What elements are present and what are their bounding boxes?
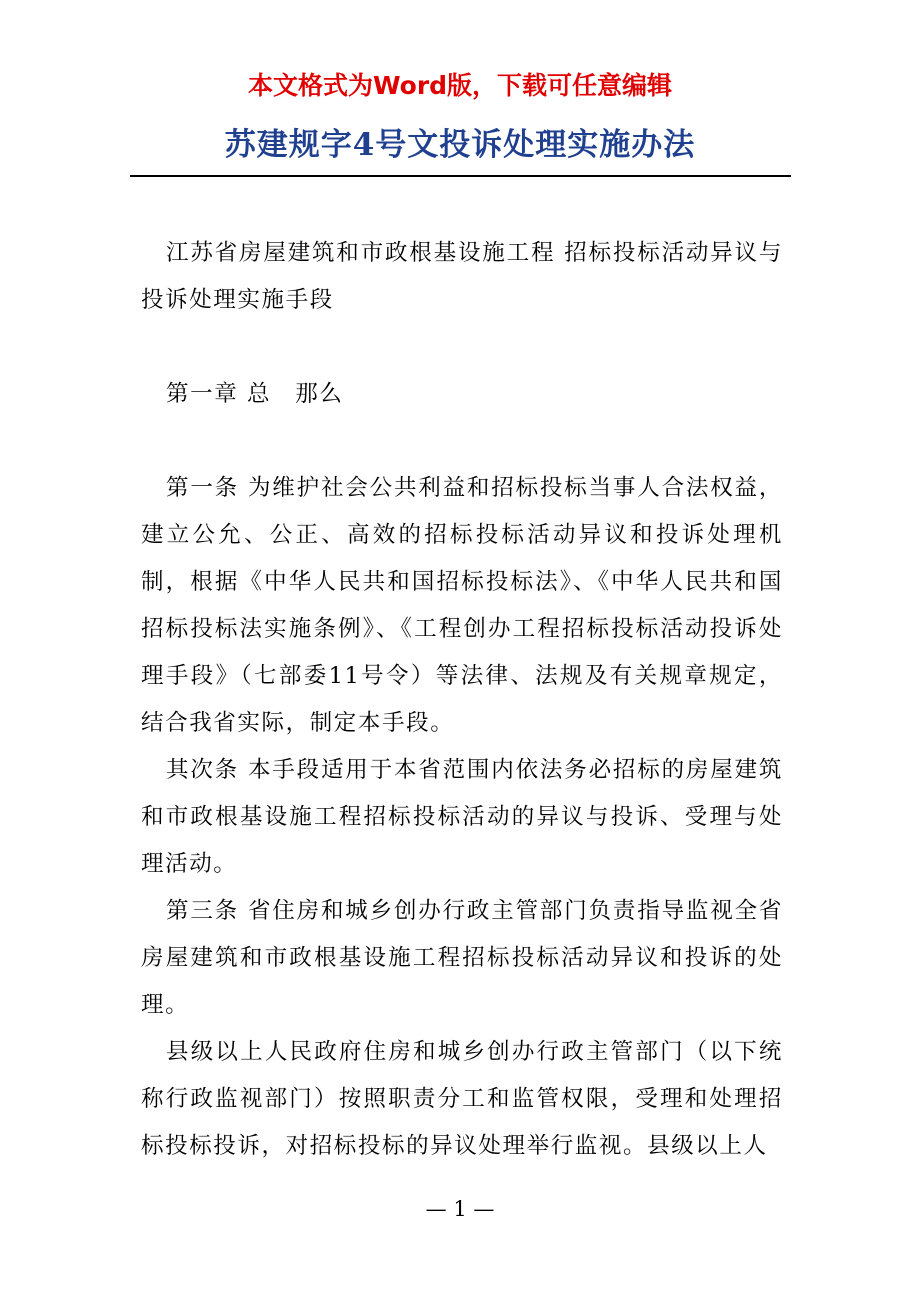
page-number: — 1 — [425,1197,495,1221]
document-body [141,230,783,1170]
download-notice: 本文格式为Word版，下载可任意编辑 [247,71,673,100]
title-divider [130,175,791,177]
article-2: 其次条 本手段适用于本省范围内依法务必招标的房屋建筑和市政根基设施工程招标投标活动的异议与投诉、受理与处理活动。 [141,757,783,877]
document-title: 苏建规字4号文投诉处理实施办法 [224,127,696,163]
article-3-paragraph-2: 县级以上人民政府住房和城乡创办行政主管部门（以下统称行政监视部门）按照职责分工和监管权限，受理和处理招标投标投诉，对招标投标的异议处理举行监视。县级以上人 [141,1039,783,1159]
article-1: 第一条 为维护社会公共利益和招标投标当事人合法权益，建立公允、公正、高效的招标投标活动异议和投诉处理机制，根据《中华人民共和国招标投标法》、《中华人民共和国招标投标法实施条例》、《工程创办工程招标投标活动投诉处理手段》（七部委11号令）等法律、法规及有关规章规定，结合我省实际，制定本手段。 [141,475,783,736]
article-3: 第三条 省住房和城乡创办行政主管部门负责指导监视全省房屋建筑和市政根基设施工程招标投标活动异议和投诉的处理。 [141,898,783,1018]
document-subtitle: 江苏省房屋建筑和市政根基设施工程 招标投标活动异议与投诉处理实施手段 [141,240,783,313]
chapter-heading: 第一章 总 那么 [166,381,344,407]
